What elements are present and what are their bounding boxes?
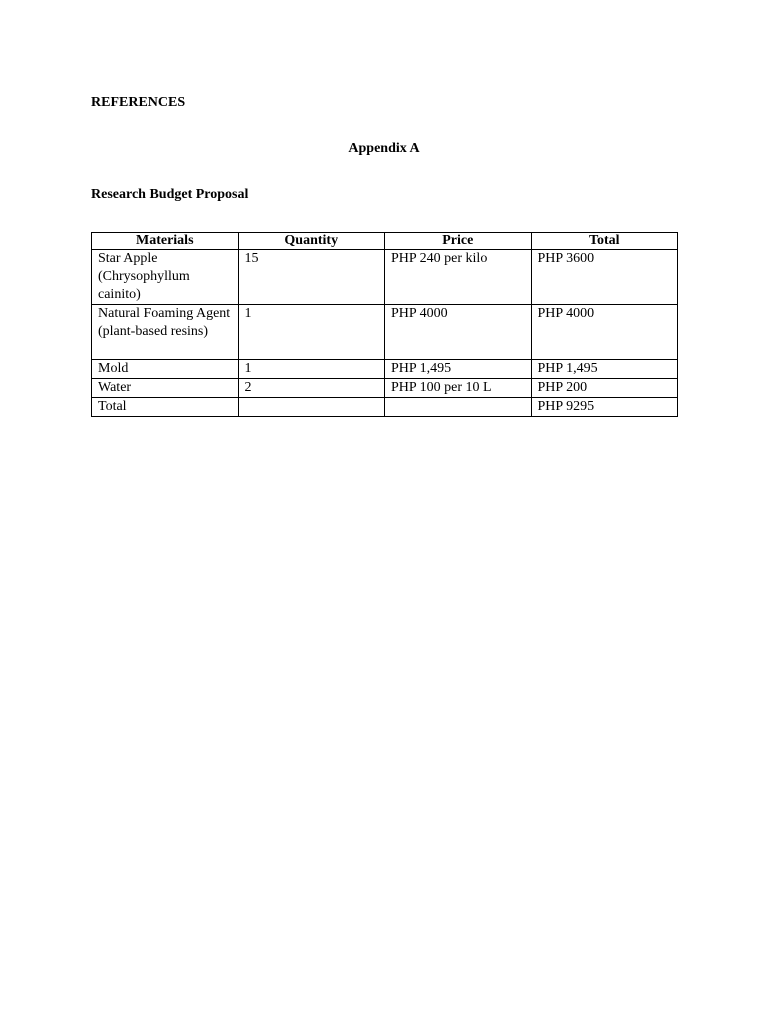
cell-price: PHP 100 per 10 L — [385, 379, 532, 398]
cell-quantity: 15 — [238, 250, 385, 305]
cell-total: PHP 1,495 — [531, 360, 678, 379]
budget-table — [91, 232, 678, 417]
table-total-row — [92, 398, 678, 417]
cell-quantity: 1 — [238, 305, 385, 360]
table-row — [92, 379, 678, 398]
cell-material: Water — [92, 379, 239, 398]
cell-material: Natural Foaming Agent (plant-based resins) — [92, 305, 239, 360]
table-row — [92, 360, 678, 379]
cell-quantity: 1 — [238, 360, 385, 379]
table-header-row — [92, 233, 678, 250]
references-heading: REFERENCES — [91, 95, 186, 110]
cell-price: PHP 240 per kilo — [385, 250, 532, 305]
table-row — [92, 250, 678, 305]
cell-quantity — [238, 398, 385, 417]
cell-total: PHP 3600 — [531, 250, 678, 305]
header-total: Total — [531, 233, 678, 250]
cell-price: PHP 4000 — [385, 305, 532, 360]
header-materials: Materials — [92, 233, 239, 250]
header-quantity: Quantity — [238, 233, 385, 250]
cell-material: Star Apple (Chrysophyllum cainito) — [92, 250, 239, 305]
cell-total: PHP 200 — [531, 379, 678, 398]
cell-material: Mold — [92, 360, 239, 379]
cell-material: Total — [92, 398, 239, 417]
budget-table-title: Research Budget Proposal — [91, 187, 249, 202]
cell-total: PHP 4000 — [531, 305, 678, 360]
cell-quantity: 2 — [238, 379, 385, 398]
appendix-title: Appendix A — [348, 141, 420, 156]
cell-price: PHP 1,495 — [385, 360, 532, 379]
cell-price — [385, 398, 532, 417]
header-price: Price — [385, 233, 532, 250]
cell-total: PHP 9295 — [531, 398, 678, 417]
table-row — [92, 305, 678, 360]
